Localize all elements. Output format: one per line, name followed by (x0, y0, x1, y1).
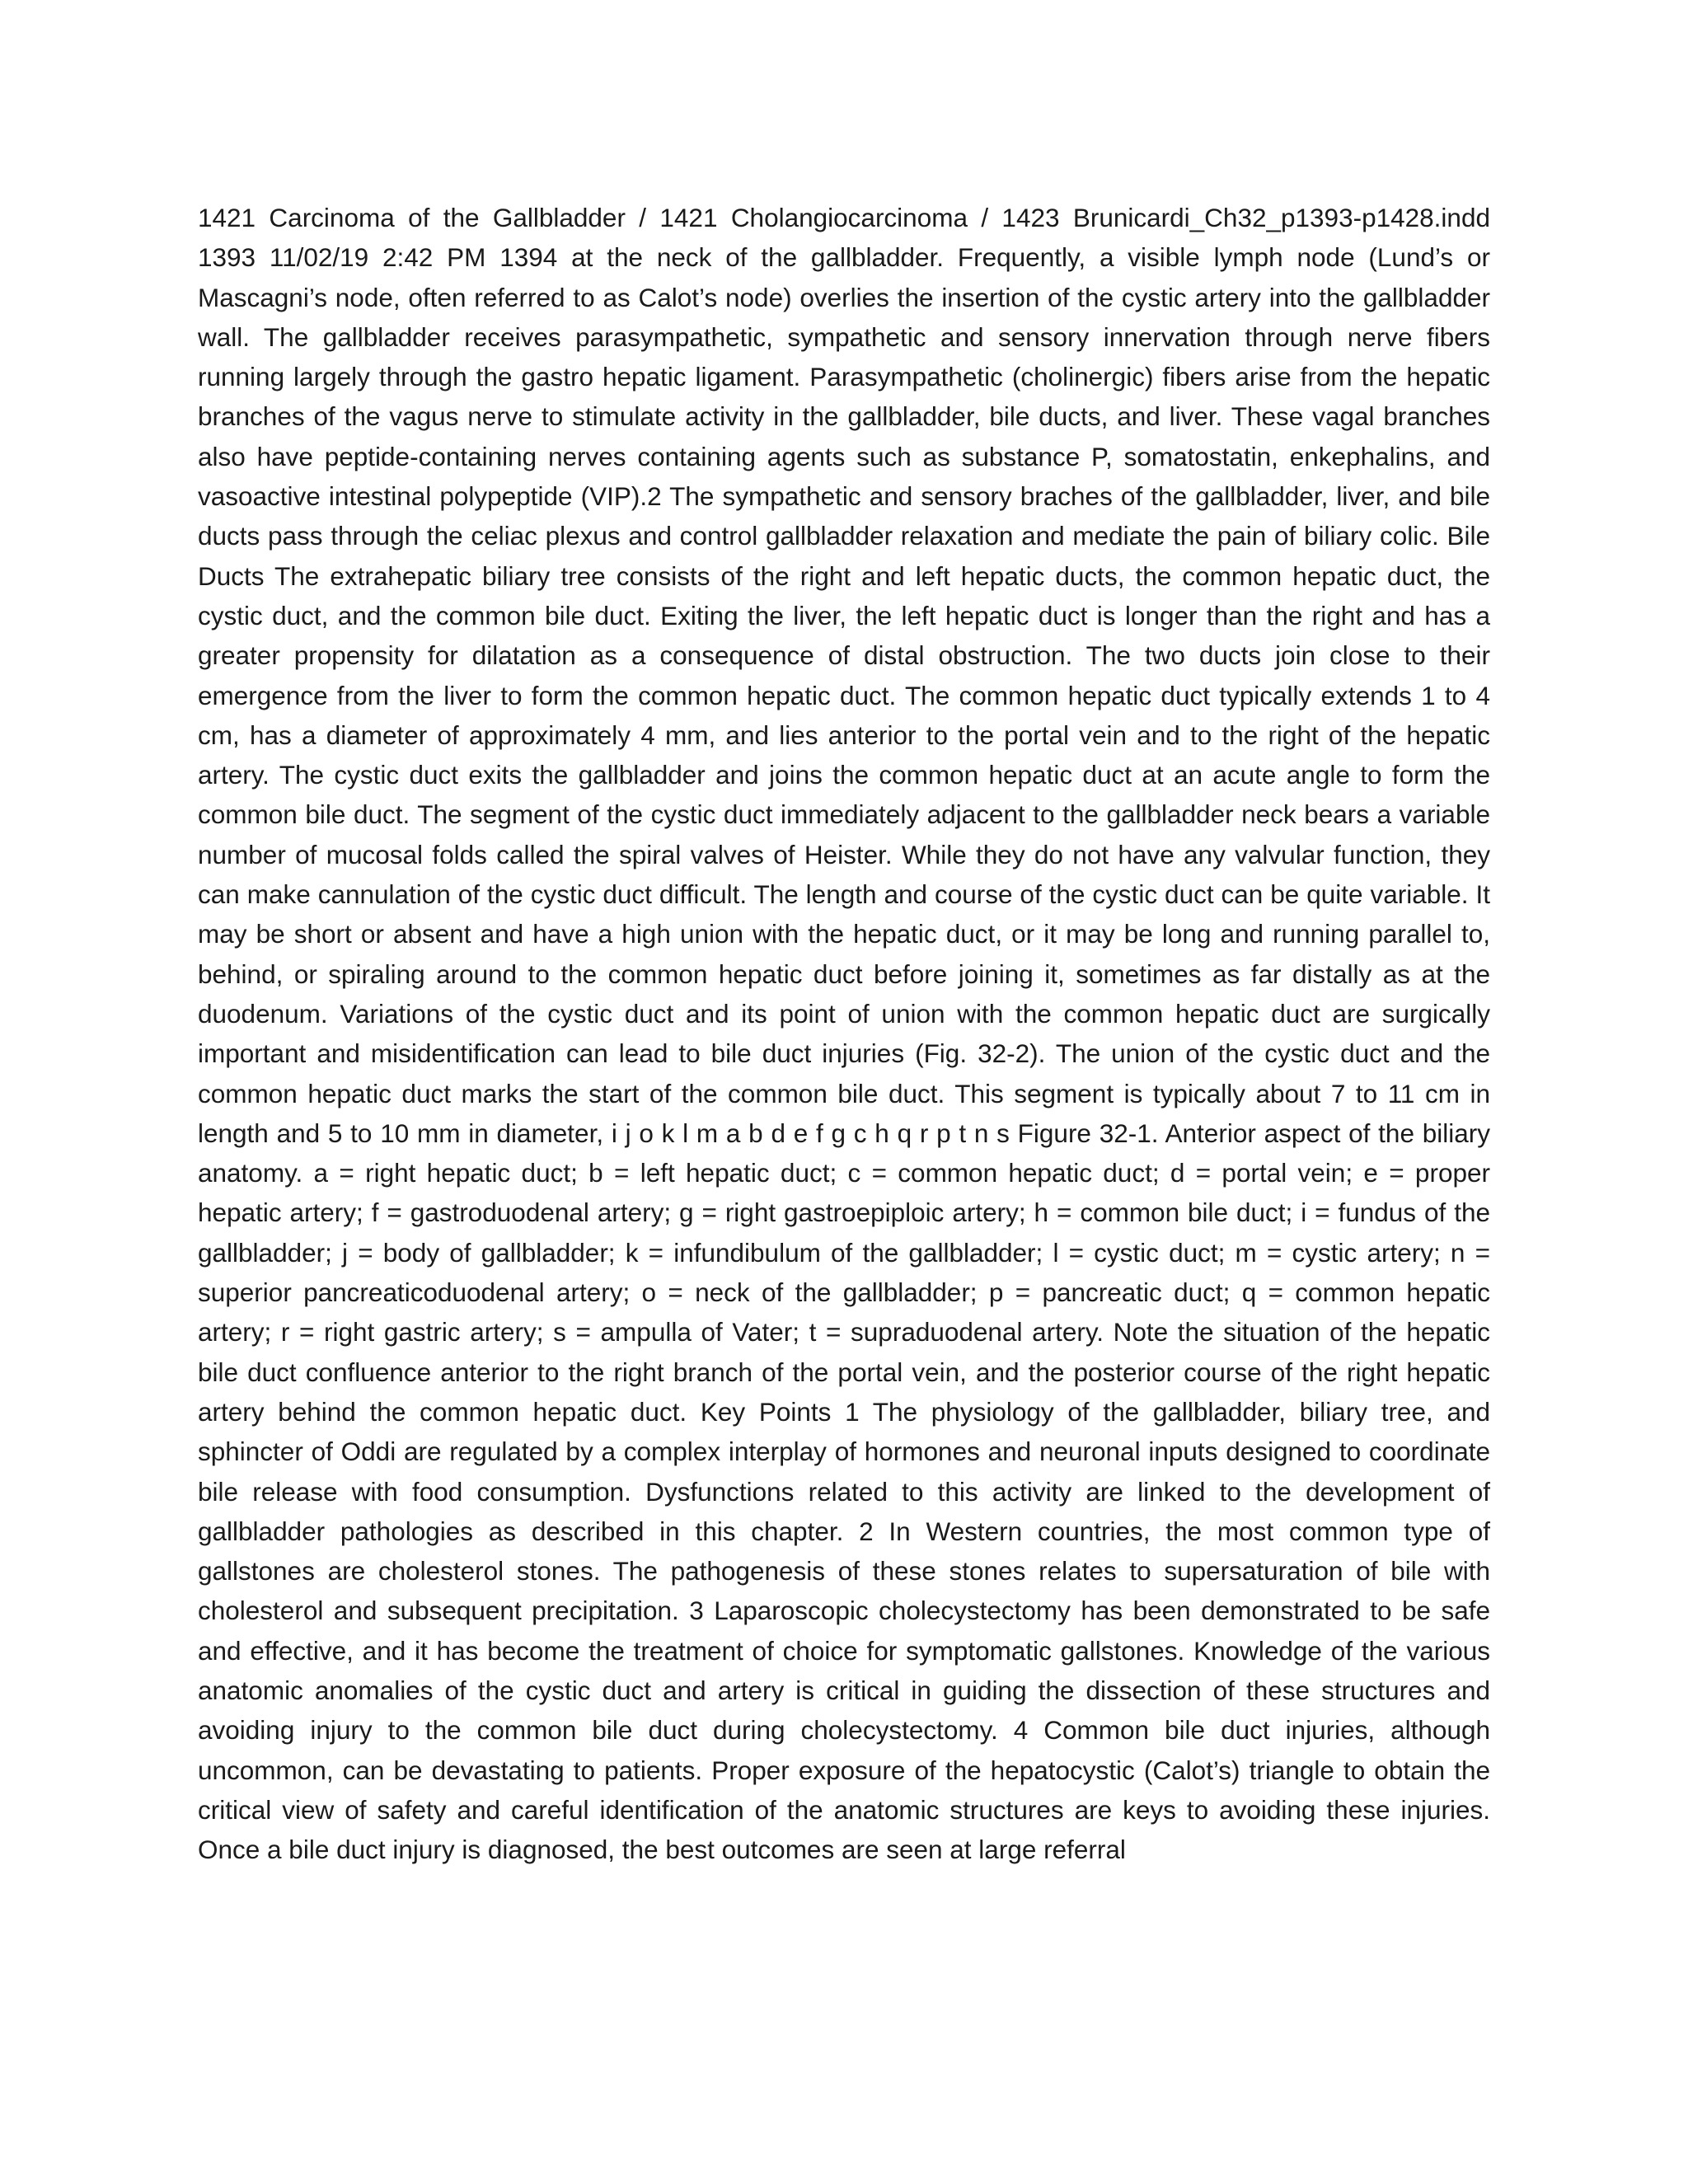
body-paragraph: 1421 Carcinoma of the Gallbladder / 1421 Cholangiocarcinoma / 1423 Brunicardi_Ch32_p1393-p1428.indd 1393 11/02/19 2:42 PM 1394 at the neck of the gallbladder. Frequently, a visible lymph node (Lund’s or Mascagni’s node, often referred to as Calot’s node) overlies the insertion of the cystic artery into the gallbladder wall. The gallbladder receives parasympathetic, sympathetic and sensory innervation through nerve fibers running largely through the gastro hepatic ligament. Parasympathetic (cholinergic) fibers arise from the hepatic branches of the vagus nerve to stimulate activity in the gallbladder, bile ducts, and liver. These vagal branches also have peptide-containing nerves containing agents such as substance P, somatostatin, enkephalins, and vasoactive intestinal polypeptide (VIP).2 The sympathetic and sensory braches of the gallbladder, liver, and bile ducts pass through the celiac plexus and control gallbladder relaxation and mediate the pain of biliary colic. Bile Ducts The extrahepatic biliary tree consists of the right and left hepatic ducts, the common hepatic duct, the cystic duct, and the common bile duct. Exiting the liver, the left hepatic duct is longer than the right and has a greater propensity for dilatation as a consequence of distal obstruction. The two ducts join close to their emergence from the liver to form the common hepatic duct. The common hepatic duct typically extends 1 to 4 cm, has a diameter of approximately 4 mm, and lies anterior to the portal vein and to the right of the hepatic artery. The cystic duct exits the gallbladder and joins the common hepatic duct at an acute angle to form the common bile duct. The segment of the cystic duct immediately adjacent to the gallbladder neck bears a variable number of mucosal folds called the spiral valves of Heister. While they do not have any valvular function, they can make cannulation of the cystic duct difficult. The length and course of the cystic duct can be quite variable. It may be short or absent and have a high union with the hepatic duct, or it may be long and running parallel to, behind, or spiraling around to the common hepatic duct before joining it, sometimes as far distally as at the duodenum. Variations of the cystic duct and its point of union with the common hepatic duct are surgically important and misidentification can lead to bile duct injuries (Fig. 32-2). The union of the cystic duct and the common hepatic duct marks the start of the common bile duct. This segment is typically about 7 to 11 cm in length and 5 to 10 mm in diameter, i j o k l m a b d e f g c h q r p t n s Figure 32-1. Anterior aspect of the biliary anatomy. a = right hepatic duct; b = left hepatic duct; c = common hepatic duct; d = portal vein; e = proper hepatic artery; f = gastroduodenal artery; g = right gastroepiploic artery; h = common bile duct; i = fundus of the gallbladder; j = body of gallbladder; k = infundibulum of the gallbladder; l = cystic duct; m = cystic artery; n = superior pancreaticoduodenal artery; o = neck of the gallbladder; p = pancreatic duct; q = common hepatic artery; r = right gastric artery; s = ampulla of Vater; t = supraduodenal artery. Note the situation of the hepatic bile duct confluence anterior to the right branch of the portal vein, and the posterior course of the right hepatic artery behind the common hepatic duct. Key Points 1 The physiology of the gallbladder, biliary tree, and sphincter of Oddi are regulated by a complex interplay of hormones and neuronal inputs designed to coordinate bile release with food consumption. Dysfunctions related to this activity are linked to the development of gallbladder pathologies as described in this chapter. 2 In Western countries, the most common type of gallstones are cholesterol stones. The pathogenesis of these stones relates to supersaturation of bile with cholesterol and subsequent precipitation. 3 Laparoscopic cholecystectomy has been demonstrated to be safe and effective, and it has become the treatment of choice for symptomatic gallstones. Knowledge of the various anatomic anomalies of the cystic duct and artery is critical in guiding the dissection of these structures and avoiding injury to the common bile duct during cholecystectomy. 4 Common bile duct injuries, although uncommon, can be devastating to patients. Proper exposure of the hepatocystic (Calot’s) triangle to obtain the critical view of safety and careful identification of the anatomic structures are keys to avoiding these injuries. Once a bile duct injury is diagnosed, the best outcomes are seen at large referral (198, 203, 1490, 1865)
